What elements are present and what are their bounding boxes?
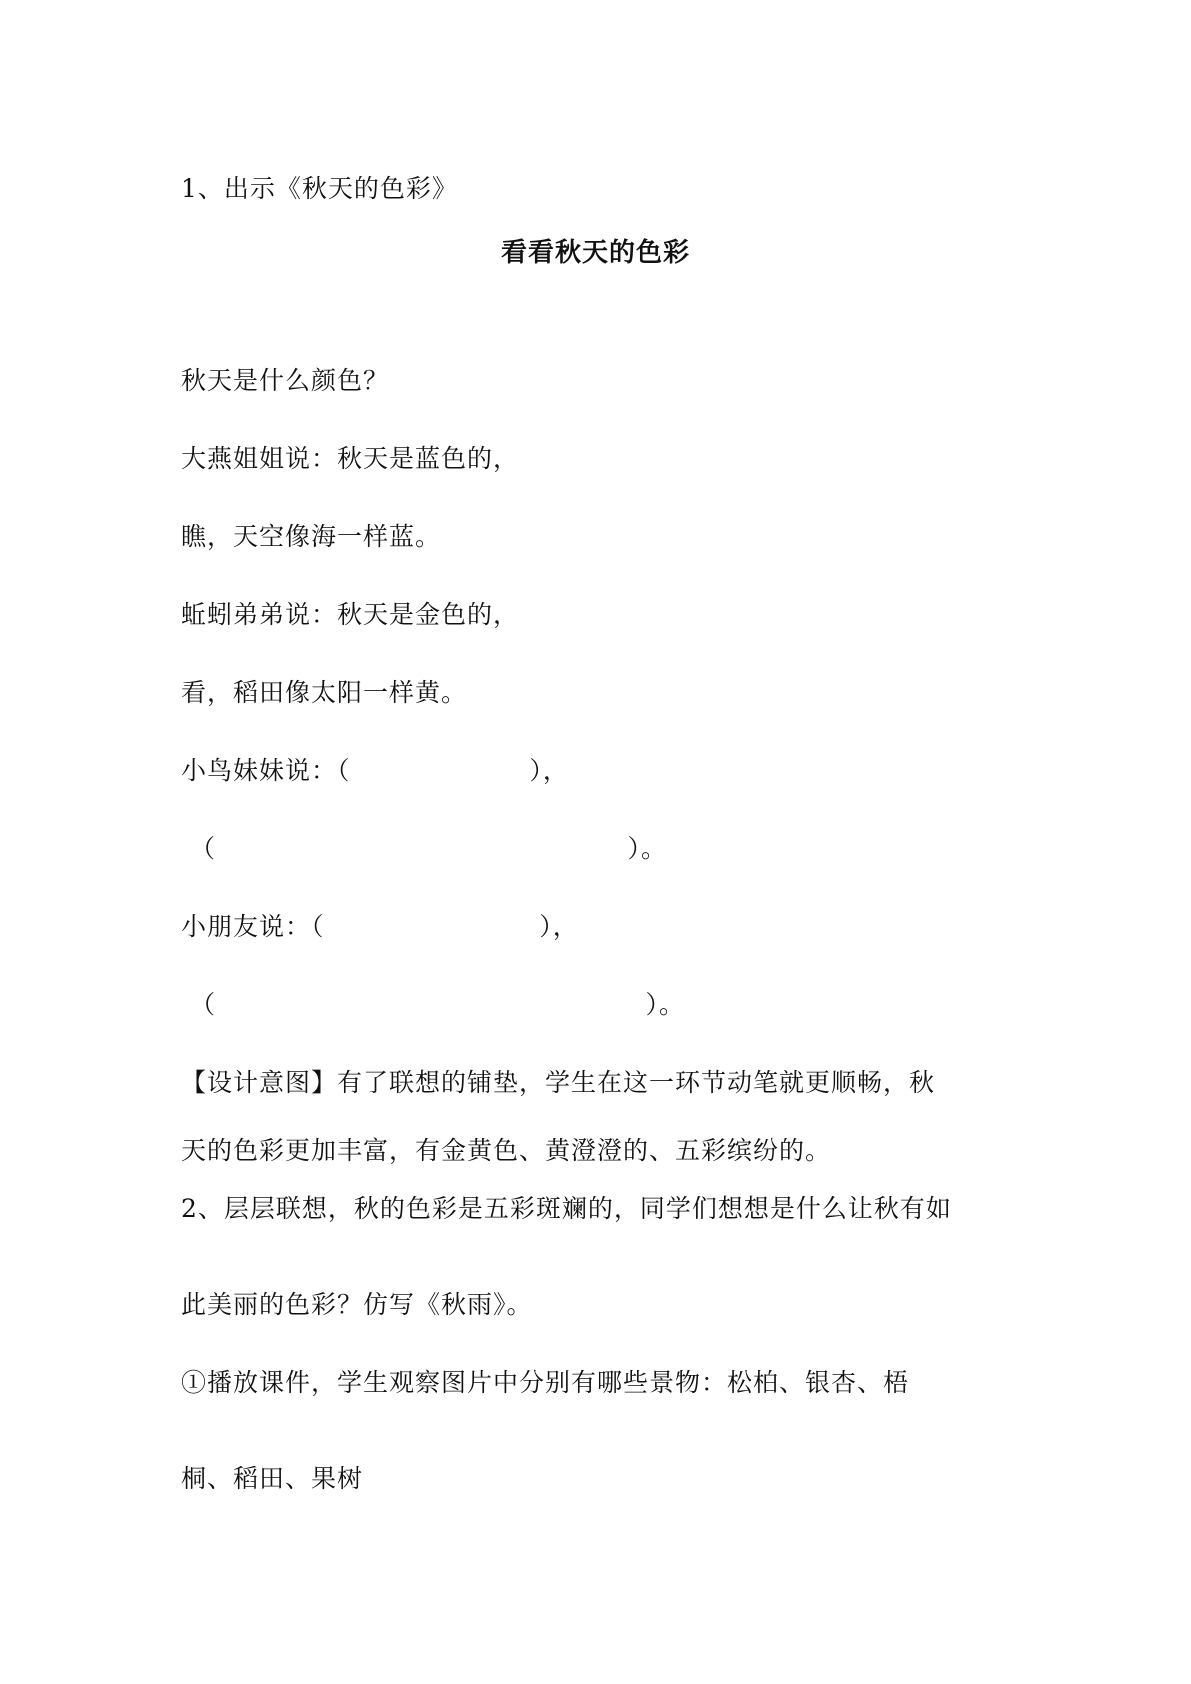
poem-line-sky: 瞧，天空像海一样蓝。 bbox=[181, 522, 442, 551]
design-intent-line-1: 【设计意图】有了联想的铺垫，学生在这一环节动笔就更顺畅，秋 bbox=[181, 1068, 936, 1097]
poem-line-swallow: 大燕姐姐说：秋天是蓝色的， bbox=[181, 444, 520, 473]
step-1-line-1: ①播放课件，学生观察图片中分别有哪些景物：松柏、银杏、梧 bbox=[181, 1368, 910, 1397]
poem-line-question: 秋天是什么颜色？ bbox=[181, 366, 390, 395]
fill-in-blank-bird: 小鸟妹妹说：（ ）， bbox=[181, 756, 569, 785]
fill-in-blank-bird-2: （ ）。 bbox=[190, 834, 668, 863]
section-heading-1: 1、出示《秋天的色彩》 bbox=[181, 174, 458, 203]
step-1-line-2: 桐、稻田、果树 bbox=[181, 1464, 364, 1493]
poem-title: 看看秋天的色彩 bbox=[500, 238, 690, 268]
section-heading-2: 2、层层联想，秋的色彩是五彩斑斓的，同学们想想是什么让秋有如 bbox=[181, 1194, 952, 1223]
fill-in-blank-child: 小朋友说：（ ）， bbox=[181, 912, 579, 941]
poem-line-rice-field: 看，稻田像太阳一样黄。 bbox=[181, 678, 468, 707]
section-heading-2-cont: 此美丽的色彩？仿写《秋雨》。 bbox=[181, 1290, 533, 1319]
poem-line-earthworm: 蚯蚓弟弟说：秋天是金色的， bbox=[181, 600, 520, 629]
design-intent-line-2: 天的色彩更加丰富，有金黄色、黄澄澄的、五彩缤纷的。 bbox=[181, 1136, 832, 1165]
fill-in-blank-child-2: （ ）。 bbox=[190, 990, 685, 1019]
